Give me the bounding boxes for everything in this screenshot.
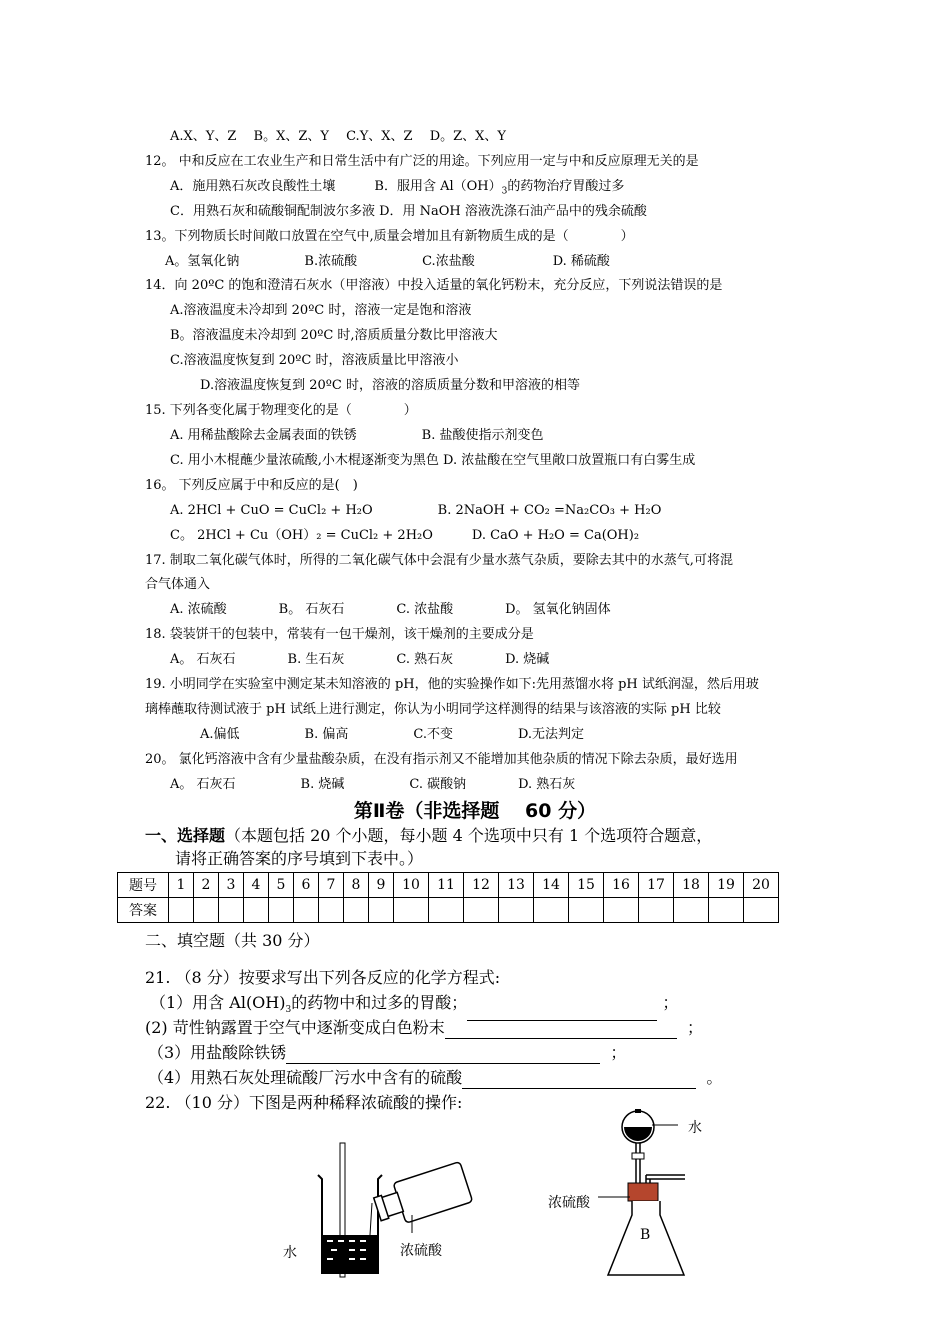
table-cell: 14 <box>534 873 569 898</box>
q20-options: A。 石灰石 B. 烧碱 C. 碳酸钠 D. 熟石灰 <box>170 777 576 792</box>
q19-options: A.偏低 B. 偏高 C.不变 D.无法判定 <box>200 727 585 742</box>
table-cell: 12 <box>464 873 499 898</box>
table-cell: 19 <box>709 873 744 898</box>
q17-stem-line1: 17. 制取二氧化碳气体时，所得的二氧化碳气体中会混有少量水蒸气杂质，要除去其中的水蒸气,可将混 <box>145 553 733 568</box>
answer-cell[interactable] <box>344 898 369 923</box>
answer-cell[interactable] <box>319 898 344 923</box>
q13-stem: 13。下列物质长时间敞口放置在空气中,质量会增加且有新物质生成的是（ ） <box>145 229 634 244</box>
answer-table <box>117 872 779 923</box>
q12-option-cd: C．用熟石灰和硫酸铜配制波尔多液 D．用 NaOH 溶液洗涤石油产品中的残余硫酸 <box>170 204 647 219</box>
table-cell: 7 <box>319 873 344 898</box>
q21-item2: (2) 苛性钠露置于空气中逐渐变成白色粉末 ； <box>145 1018 703 1037</box>
q16-option-cd: C。 2HCl + Cu（OH）₂ = CuCl₂ + 2H₂O D. CaO + H₂O = Ca(OH)₂ <box>170 528 640 543</box>
rubber-stopper <box>628 1183 658 1201</box>
label-acid-flask: 浓硫酸 <box>548 1195 590 1211</box>
q13-options: A。氢氧化钠 B.浓硫酸 C.浓盐酸 D. 稀硫酸 <box>165 254 610 269</box>
section2-heading: 二、填空题（共 30 分） <box>145 931 320 950</box>
answer-cell[interactable] <box>219 898 244 923</box>
answer-cell[interactable] <box>709 898 744 923</box>
q17-stem-line2: 合气体通入 <box>145 577 211 592</box>
table-cell: 4 <box>244 873 269 898</box>
answer-cell[interactable] <box>269 898 294 923</box>
table-cell: 20 <box>744 873 779 898</box>
stopcock <box>632 1153 644 1159</box>
label-water-funnel: 水 <box>688 1120 702 1136</box>
label-b: B <box>640 1227 651 1243</box>
q21-blank-4[interactable] <box>462 1072 696 1089</box>
q15-stem: 15. 下列各变化属于物理变化的是（ ） <box>145 403 417 418</box>
table-cell: 8 <box>344 873 369 898</box>
answer-table-row-answers <box>118 898 779 923</box>
table-cell: 15 <box>569 873 604 898</box>
table-cell: 13 <box>499 873 534 898</box>
pour-stream <box>370 1203 372 1235</box>
q15-option-ab: A. 用稀盐酸除去金属表面的铁锈 B. 盐酸使指示剂变色 <box>170 428 544 443</box>
answer-cell[interactable] <box>294 898 319 923</box>
q18-stem: 18. 袋装饼干的包装中，常装有一包干燥剂，该干燥剂的主要成分是 <box>145 627 534 642</box>
q12-option-ab: A．施用熟石灰改良酸性土壤 B．服用含 $Al(OH)_3$的药物治疗胃酸过多 <box>170 179 625 197</box>
table-cell: 18 <box>674 873 709 898</box>
answer-cell[interactable] <box>674 898 709 923</box>
answer-cell[interactable] <box>369 898 394 923</box>
part2-title: 第Ⅱ卷（非选择题 60 分） <box>353 800 597 822</box>
table-cell: 6 <box>294 873 319 898</box>
answer-cell[interactable] <box>499 898 534 923</box>
table-cell: 1 <box>169 873 194 898</box>
answer-cell[interactable] <box>639 898 674 923</box>
section1-heading-line1: 一、选择题（本题包括 20 个小题，每小题 4 个选项中只有 1 个选项符合题意， <box>145 826 713 845</box>
beaker-dilution-figure <box>300 1135 480 1285</box>
q14-option-a: A.溶液温度未冷却到 20ºC 时，溶液一定是饱和溶液 <box>170 303 472 318</box>
table-cell: 10 <box>394 873 429 898</box>
section1-desc-line2: 请将正确答案的序号填到下表中。） <box>175 849 424 868</box>
label-water-beaker: 水 <box>283 1245 297 1261</box>
q14-option-d: D.溶液温度恢复到 20ºC 时，溶液的溶质质量分数和甲溶液的相等 <box>200 378 580 393</box>
answer-cell[interactable] <box>429 898 464 923</box>
q22-stem: 22. （10 分）下图是两种稀释浓硫酸的操作: <box>145 1093 463 1112</box>
row-label-answer: 答案 <box>118 898 169 923</box>
q11-options: A.X、Y、Z B。X、Z、Y C.Y、X、Z D。Z、X、Y <box>170 129 506 144</box>
section1-heading: 一、选择题 <box>145 826 226 845</box>
q21-blank-3[interactable] <box>286 1047 600 1064</box>
side-tube <box>646 1175 685 1179</box>
answer-cell[interactable] <box>194 898 219 923</box>
answer-cell[interactable] <box>244 898 269 923</box>
answer-cell[interactable] <box>604 898 639 923</box>
table-cell: 9 <box>369 873 394 898</box>
q19-stem-line1: 19. 小明同学在实验室中测定某未知溶液的 pH，他的实验操作如下:先用蒸馏水将 pH 试纸润湿，然后用玻 <box>145 677 759 692</box>
q15-option-cd: C. 用小木棍蘸少量浓硫酸,小木棍逐渐变为黑色 D. 浓盐酸在空气里敞口放置瓶口有白雾生成 <box>170 453 696 468</box>
label-acid-beaker: 浓硫酸 <box>400 1243 442 1259</box>
q14-option-b: B。溶液温度未冷却到 20ºC 时,溶质质量分数比甲溶液大 <box>170 328 498 343</box>
answer-cell[interactable] <box>169 898 194 923</box>
q21-item1: （1）用含 $Al(OH)_3$的药物中和过多的胃酸； ； <box>150 992 678 1021</box>
q18-options: A。 石灰石 B. 生石灰 C. 熟石灰 D. 烧碱 <box>170 652 550 667</box>
table-cell: 16 <box>604 873 639 898</box>
q12-stem: 12。 中和反应在工农业生产和日常生活中有广泛的用途。下列应用一定与中和反应原理无关的是 <box>145 154 699 169</box>
q21-blank-2[interactable] <box>445 1022 677 1039</box>
answer-cell[interactable] <box>464 898 499 923</box>
q14-option-c: C.溶液温度恢复到 20ºC 时，溶液质量比甲溶液小 <box>170 353 459 368</box>
q16-stem: 16。 下列反应属于中和反应的是( ) <box>145 478 358 493</box>
q17-options: A. 浓硫酸 B。 石灰石 C. 浓盐酸 D。 氢氧化钠固体 <box>170 602 611 617</box>
answer-cell[interactable] <box>394 898 429 923</box>
q16-option-ab: A. 2HCl + CuO = CuCl₂ + H₂O B. 2NaOH + CO₂ =Na₂CO₃ + H₂O <box>170 503 662 518</box>
reagent-bottle <box>371 1162 472 1231</box>
q21-item4: （4）用熟石灰处理硫酸厂污水中含有的硫酸 。 <box>148 1068 723 1087</box>
table-cell: 11 <box>429 873 464 898</box>
table-cell: 2 <box>194 873 219 898</box>
q20-stem: 20。 氯化钙溶液中含有少量盐酸杂质，在没有指示剂又不能增加其他杂质的情况下除去杂质，最好选用 <box>145 752 738 767</box>
q14-stem: 14．向 20ºC 的饱和澄清石灰水（甲溶液）中投入适量的氧化钙粉末，充分反应，下列说法错误的是 <box>145 278 723 293</box>
q19-stem-line2: 璃棒蘸取待测试液于 pH 试纸上进行测定，你认为小明同学这样测得的结果与该溶液的实际 pH 比较 <box>145 702 721 717</box>
answer-table-row-numbers <box>118 873 779 898</box>
row-label-number: 题号 <box>118 873 169 898</box>
q21-item3: （3）用盐酸除铁锈 ； <box>148 1043 627 1062</box>
q21-stem: 21. （8 分）按要求写出下列各反应的化学方程式: <box>145 968 501 987</box>
answer-cell[interactable] <box>534 898 569 923</box>
table-cell: 3 <box>219 873 244 898</box>
answer-cell[interactable] <box>569 898 604 923</box>
answer-cell[interactable] <box>744 898 779 923</box>
table-cell: 17 <box>639 873 674 898</box>
table-cell: 5 <box>269 873 294 898</box>
